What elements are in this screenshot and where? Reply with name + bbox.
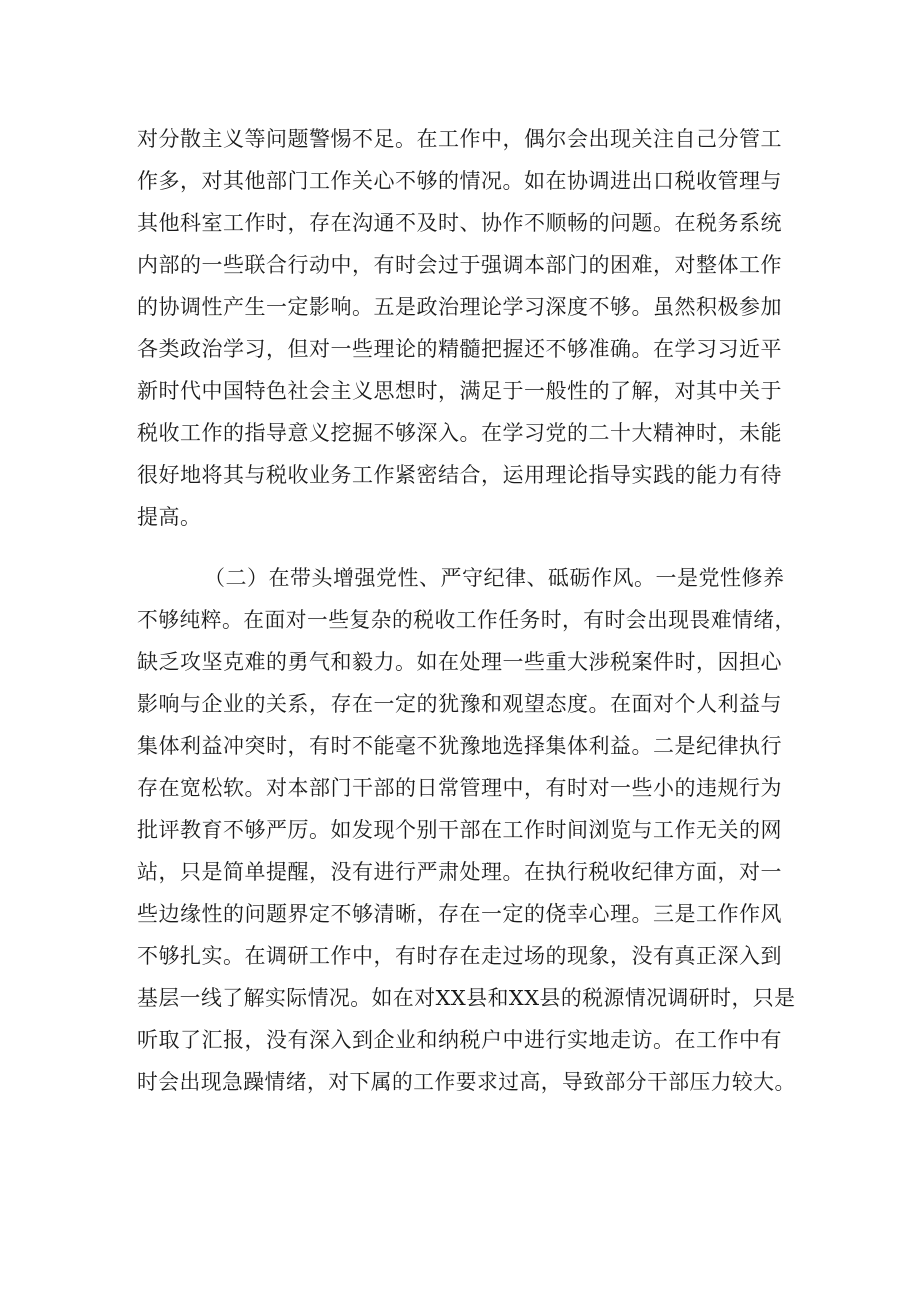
text-line: 站，只是简单提醒，没有进行严肃处理。在执行税收纪律方面，对一: [137, 860, 782, 884]
text-line: 不够扎实。在调研工作中，有时存在走过场的现象，没有真正深入到: [137, 944, 782, 968]
text-line: 存在宽松软。对本部门干部的日常管理中，有时对一些小的违规行为: [137, 776, 782, 800]
text-line: 缺乏攻坚克难的勇气和毅力。如在处理一些重大涉税案件时，因担心: [137, 650, 782, 674]
text-line: 其他科室工作时，存在沟通不及时、协作不顺畅的问题。在税务系统: [137, 211, 782, 235]
text-line: 新时代中国特色社会主义思想时，满足于一般性的了解，对其中关于: [137, 379, 782, 403]
text-line: 不够纯粹。在面对一些复杂的税收工作任务时，有时会出现畏难情绪，: [137, 608, 796, 632]
section-heading-line: （二）在带头增强党性、严守纪律、砥砺作风。一是党性修养: [204, 566, 785, 590]
text-line: 税收工作的指导意义挖掘不够深入。在学习党的二十大精神时，未能: [137, 421, 782, 445]
text-line: 很好地将其与税收业务工作紧密结合，运用理论指导实践的能力有待: [137, 463, 782, 487]
text-line: 时会出现急躁情绪，对下属的工作要求过高，导致部分干部压力较大。: [137, 1070, 796, 1094]
text-line: 对分散主义等问题警惕不足。在工作中，偶尔会出现关注自己分管工: [137, 127, 782, 151]
text-line: 影响与企业的关系，存在一定的犹豫和观望态度。在面对个人利益与: [137, 692, 782, 716]
text-line: 各类政治学习，但对一些理论的精髓把握还不够准确。在学习习近平: [137, 337, 782, 361]
text-line: 作多，对其他部门工作关心不够的情况。如在协调进出口税收管理与: [137, 169, 782, 193]
text-line: 的协调性产生一定影响。五是政治理论学习深度不够。虽然积极参加: [137, 295, 782, 319]
text-line: 基层一线了解实际情况。如在对XX县和XX县的税源情况调研时，只是: [137, 986, 796, 1010]
text-line: 些边缘性的问题界定不够清晰，存在一定的侥幸心理。三是工作作风: [137, 902, 782, 926]
text-line: 听取了汇报，没有深入到企业和纳税户中进行实地走访。在工作中有: [137, 1028, 782, 1052]
text-line: 内部的一些联合行动中，有时会过于强调本部门的困难，对整体工作: [137, 253, 782, 277]
text-line: 批评教育不够严厉。如发现个别干部在工作时间浏览与工作无关的网: [137, 818, 782, 842]
text-line: 提高。: [137, 505, 202, 529]
text-line: 集体利益冲突时，有时不能毫不犹豫地选择集体利益。二是纪律执行: [137, 734, 782, 758]
